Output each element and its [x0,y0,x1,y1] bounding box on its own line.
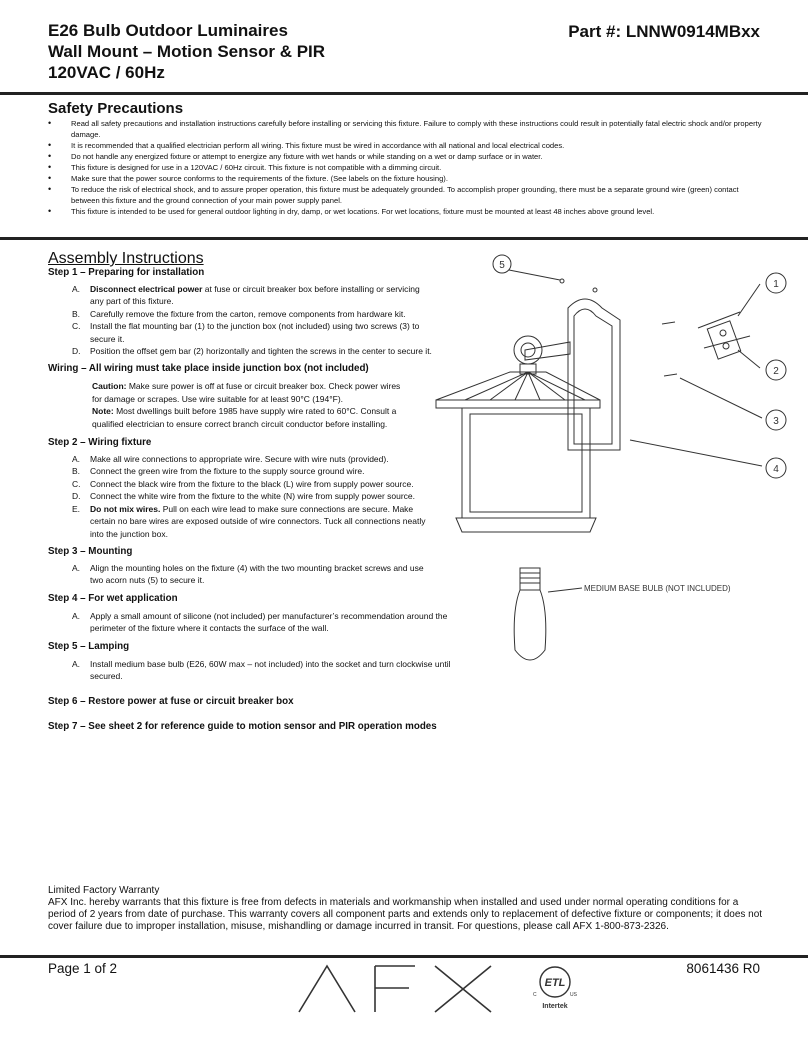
step2-item-c: C. Connect the black wire from the fixture to the black (L) wire from supply power source. [72,478,414,489]
step7-title: Step 7 – See sheet 2 for reference guide to motion sensor and PIR operation modes [48,721,437,733]
safety-item: • This fixture is intended to be used for general outdoor lighting in dry, damp, or wet locations. For wet locations, fixture must be mounted at least 48 inches above ground level. [48,206,768,217]
step1-item-c: C. Install the flat mounting bar (1) to the junction box (not included) using two screws (3) to secure it. [72,321,420,344]
safety-item: • Make sure that the power source conforms to the requirements of the fixture. (See labels on the fixture housing). [48,173,768,184]
svg-text:4: 4 [773,464,779,475]
callout-1 [766,273,786,293]
bulb-label: MEDIUM BASE BULB (NOT INCLUDED) [584,584,731,593]
header-divider [0,92,808,95]
assembly-heading: Assembly Instructions [48,250,204,267]
step1-item-a: A. Disconnect electrical power at fuse or circuit breaker box before installing or servicing any part of this fixture. [72,284,420,307]
document-title [48,20,325,83]
safety-item: • To reduce the risk of electrical shock, and to assure proper operation, this fixture must be adequately grounded. To accomplish proper grounding, there must be a separate ground wire (green) contact between this fixture and the ground connection of your main power supply panel. [48,184,768,206]
svg-text:5: 5 [499,260,505,271]
step2-item-e: E. Do not mix wires. Pull on each wire lead to make sure connections are secure. Make certain no bare wires are exposed outside of wire connectors. Tuck all connections neatly into the junction box. [72,503,426,539]
fixture-exploded-diagram [420,250,808,680]
safety-item: • This fixture is designed for use in a 120VAC / 60Hz circuit. This fixture is not compatible with a dimming circuit. [48,162,768,173]
step2-item-a: A. Make all wire connections to appropriate wire. Secure with wire nuts (provided). [72,454,389,465]
bulb-drawing [514,568,546,660]
safety-divider [0,237,808,240]
step2-item-d: D. Connect the white wire from the fixture to the white (N) wire from supply power source. [72,491,416,502]
step3-title: Step 3 – Mounting [48,545,133,557]
step5-title: Step 5 – Lamping [48,640,130,652]
callout-5 [493,255,560,280]
step2-item-b: B. Connect the green wire from the fixture to the supply source ground wire. [72,466,365,477]
warranty-block [48,885,763,933]
step4-item-a: A. Apply a small amount of silicone (not included) per manufacturer’s recommendation around the perimeter of the fixture where it contacts the surface of the wall. [72,610,448,634]
warranty-text: AFX Inc. hereby warrants that this fixture is free from defects in materials and workmanship when installed and used under normal operating conditions for a period of 2 years from date of purchase. This warranty covers all component parts and extends only to replacement of defective fixture or components; it does not cover failure due to improper installation, misuse, mishandling or damage incurred in transit. For questions, please call AFX 1-800-873-2326. [48,897,763,932]
callout-4 [766,458,786,478]
svg-text:US: US [570,992,577,998]
step1-title: Step 1 – Preparing for installation [48,267,205,278]
step2-list [72,453,432,540]
step4-title: Step 4 – For wet application [48,592,178,604]
step3-item-a: A. Align the mounting holes on the fixture (4) with the two mounting bracket screws and use two acorn nuts (5) to secure it. [72,562,424,586]
step1-list [72,283,432,357]
step1-item-b: B. Carefully remove the fixture from the carton, remove components from hardware kit. [72,308,406,319]
callout-2 [766,360,786,380]
callout-3 [766,410,786,430]
svg-text:2: 2 [773,366,779,377]
wiring-title: Wiring – All wiring must take place inside junction box (not included) [48,363,369,375]
etl-listed-mark [527,964,583,1012]
footer-divider [0,955,808,958]
safety-list [48,118,768,217]
step3-list [72,562,432,587]
step6-title: Step 6 – Restore power at fuse or circuit breaker box [48,696,294,708]
warranty-heading: Limited Factory Warranty [48,885,160,896]
step5-item-a: A. Install medium base bulb (E26, 60W max – not included) into the socket and turn clockwise until secured. [72,658,451,681]
step2-title: Step 2 – Wiring fixture [48,437,152,449]
svg-text:C: C [533,992,537,998]
svg-text:Intertek: Intertek [542,1003,568,1010]
document-number: 8061436 R0 [686,961,760,976]
afx-logo [295,962,495,1014]
safety-item: • It is recommended that a qualified electrician perform all wiring. This fixture must be wired in accordance with all national and local electrical codes. [48,140,768,151]
title-line-3: 120VAC / 60Hz [48,63,165,82]
svg-text:ETL: ETL [544,977,566,989]
title-line-2: Wall Mount – Motion Sensor & PIR [48,42,326,61]
safety-item: • Do not handle any energized fixture or attempt to energize any fixture with wet hands or while standing on a wet or damp surface or in water. [48,151,768,162]
svg-text:1: 1 [773,279,779,290]
svg-text:3: 3 [773,416,779,427]
page-number: Page 1 of 2 [48,961,118,976]
step1-item-d: D. Position the offset gem bar (2) horizontally and tighten the screws in the center to secure it. [72,346,432,357]
title-line-1: E26 Bulb Outdoor Luminaires [48,21,288,40]
part-number: Part #: LNNW0914MBxx [568,22,760,41]
safety-heading: Safety Precautions [48,100,184,117]
caution-note: Caution: Make sure power is off at fuse or circuit breaker box. Check power wires for damage or scrapes. Use wire suitable for at least 90°C (194°F). Note: Most dwellings built before 1985 have supply wire rated to 60°C. Consult a qualified electrician to ensure correct branch circuit conductor before installing. [92,381,401,429]
safety-item: • Read all safety precautions and installation instructions carefully before installing or servicing this fixture. Failure to comply with these instructions could result in potentially fatal electric shock and/or property damage. [48,118,768,140]
